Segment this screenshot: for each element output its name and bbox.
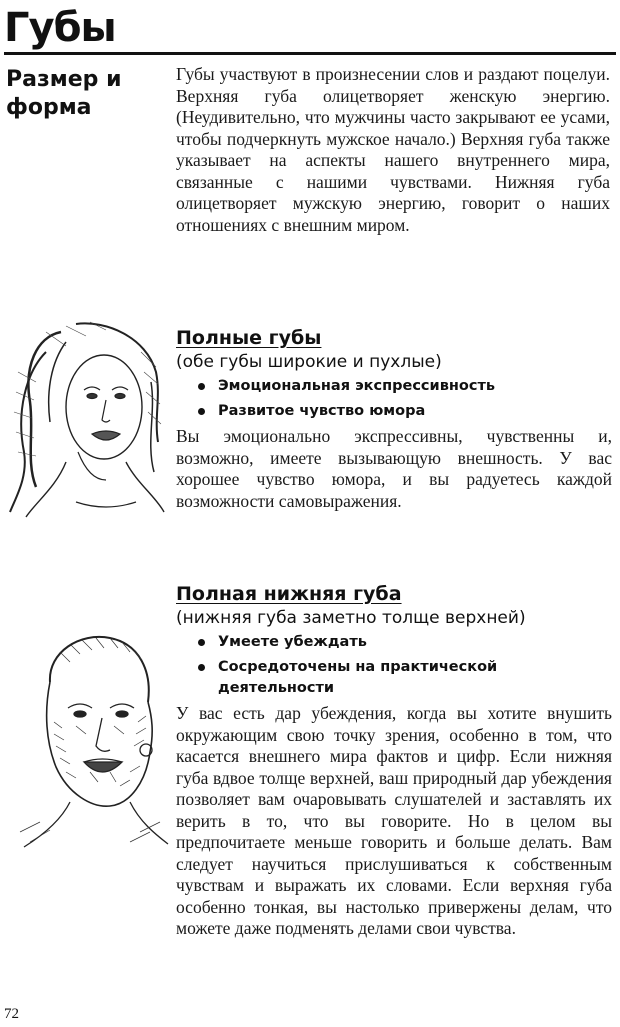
list-item: Сосредоточены на практической деятельности	[176, 657, 612, 699]
trait-list	[176, 632, 612, 699]
list-item: Умеете убеждать	[176, 632, 612, 653]
title-divider	[4, 52, 616, 55]
section-title: Полная нижняя губа	[176, 583, 402, 605]
list-item: Эмоциональная экспрессивность	[176, 376, 612, 397]
section-heading: Размер и форма	[6, 67, 122, 120]
page-title: Губы	[4, 5, 116, 51]
man-portrait-illustration	[10, 622, 170, 852]
full-lower-lip-section	[176, 582, 612, 940]
section-title: Полные губы	[176, 327, 322, 349]
section-paragraph: У вас есть дар убеждения, когда вы хотите внушить окружающим свою точку зрения, особенно в том, что касается внешнего мира фактов и цифр. Если нижняя губа вдвое толще верхней, ваш природный дар убеждения позволяет вам очаровывать слушателей и заставлять их верить в то, что вы говорите. Но в целом вы предпочитаете меньше говорить и больше делать. Вам следует научиться прислушиваться к собственным чувствам и выражать их словами. Если верхняя губа особенно тонкая, вы настолько привержены делам, что можете даже подменять делами свои чувства.	[176, 703, 612, 938]
section-paragraph: Вы эмоционально экспрессивны, чувственны и, возможно, имеете вызывающую внешность. У вас хорошее чувство юмора, и вы радуетесь каждой возможности самовыражения.	[176, 426, 612, 511]
woman-portrait-illustration	[6, 312, 166, 522]
section-note: (обе губы широкие и пухлые)	[176, 352, 442, 372]
bullet-icon	[198, 664, 205, 671]
section-note: (нижняя губа заметно толще верхней)	[176, 608, 526, 628]
page-number: 72	[4, 1006, 19, 1022]
bullet-icon	[198, 639, 205, 646]
intro-paragraph: Губы участвуют в произнесении слов и раздают поцелуи. Верхняя губа олицетворяет женскую энергию. (Неудивительно, что мужчины часто закрывают ее усами, чтобы подчеркнуть мужское начало.) Верхняя губа также указывает на аспекты нашего внутреннего мира, связанные с нашими чувствами. Нижняя губа олицетворяет мужскую энергию, говорит о наших отношениях с внешним миром.	[176, 64, 610, 235]
list-item: Развитое чувство юмора	[176, 401, 612, 422]
trait-list	[176, 376, 612, 422]
full-lips-section	[176, 326, 612, 512]
bullet-icon	[198, 383, 205, 390]
bullet-icon	[198, 408, 205, 415]
